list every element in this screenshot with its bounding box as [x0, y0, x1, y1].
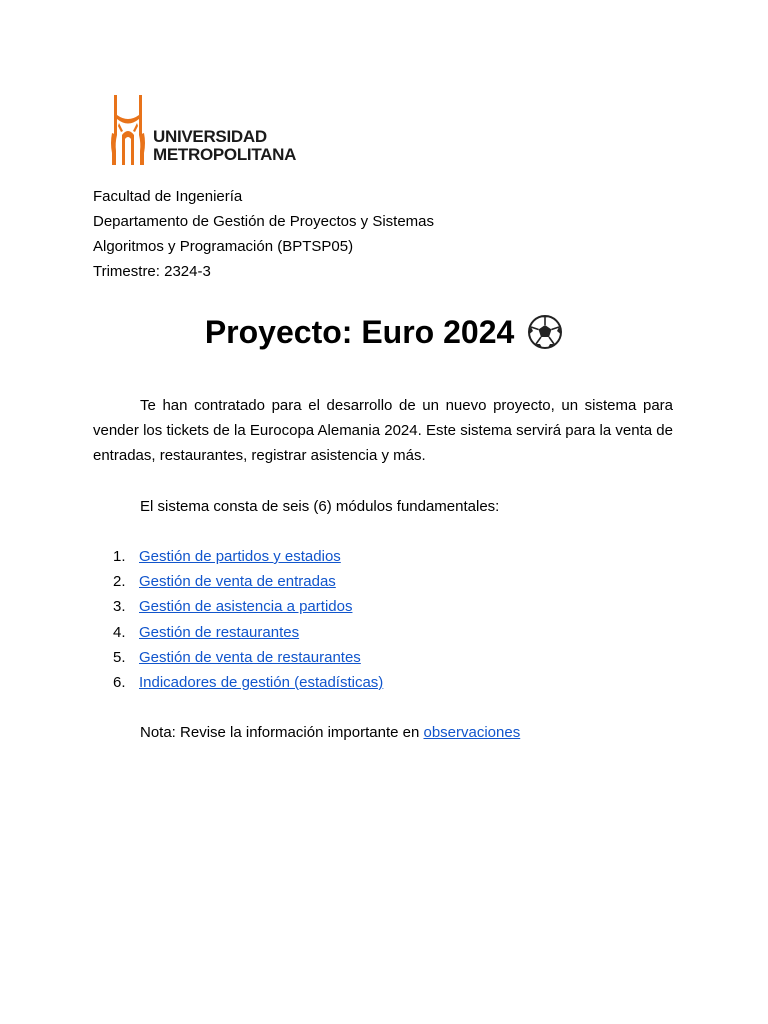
page-title [0, 310, 768, 354]
note-text [140, 720, 520, 745]
list-number: 4. [113, 623, 126, 641]
module-link-venta-entradas[interactable]: Gestión de venta de entradas [139, 573, 336, 591]
department-text: Departamento de Gestión de Proyectos y Sistemas [93, 213, 435, 230]
faculty-text: Facultad de Ingeniería [93, 188, 243, 205]
note-prefix: Nota: Revise la información importante en [140, 724, 424, 741]
modules-list [93, 544, 383, 695]
list-item [93, 569, 383, 594]
university-name-line2: METROPOLITANA [153, 145, 297, 164]
list-number: 6. [113, 674, 126, 692]
modules-lead: El sistema consta de seis (6) módulos fundamentales: [140, 498, 500, 515]
module-link-venta-restaurantes[interactable]: Gestión de venta de restaurantes [139, 648, 361, 666]
list-number: 3. [113, 598, 126, 616]
list-item [93, 544, 383, 569]
module-link-restaurantes[interactable]: Gestión de restaurantes [139, 623, 300, 641]
list-item [93, 594, 383, 619]
soccer-ball-icon [527, 314, 563, 350]
list-number: 5. [113, 648, 126, 666]
list-number: 2. [113, 573, 126, 591]
list-number: 1. [113, 548, 126, 565]
observaciones-link[interactable]: observaciones [423, 724, 521, 741]
title-text: Proyecto: Euro 2024 [204, 314, 515, 350]
intro-paragraph [93, 393, 673, 468]
list-item [93, 645, 383, 670]
list-item [93, 670, 383, 695]
term-text: Trimestre: 2324-3 [93, 263, 211, 280]
intro-text: Te han contratado para el desarrollo de un nuevo proyecto, un sistema para vender los tickets de la Eurocopa Alemania 2024. Este sistema servirá para la venta de entradas, restaurantes, registrar asistencia y más. [93, 397, 673, 464]
list-item [93, 620, 383, 645]
module-link-partidos-estadios[interactable]: Gestión de partidos y estadios [139, 548, 341, 565]
course-info [93, 184, 434, 284]
unimet-logo-icon [110, 95, 146, 167]
module-link-asistencia[interactable]: Gestión de asistencia a partidos [139, 598, 353, 616]
module-link-indicadores[interactable]: Indicadores de gestión (estadísticas) [139, 674, 384, 692]
course-text: Algoritmos y Programación (BPTSP05) [93, 238, 354, 255]
university-name [153, 128, 296, 164]
university-logo [110, 95, 310, 167]
university-name-line1: UNIVERSIDAD [153, 127, 267, 146]
